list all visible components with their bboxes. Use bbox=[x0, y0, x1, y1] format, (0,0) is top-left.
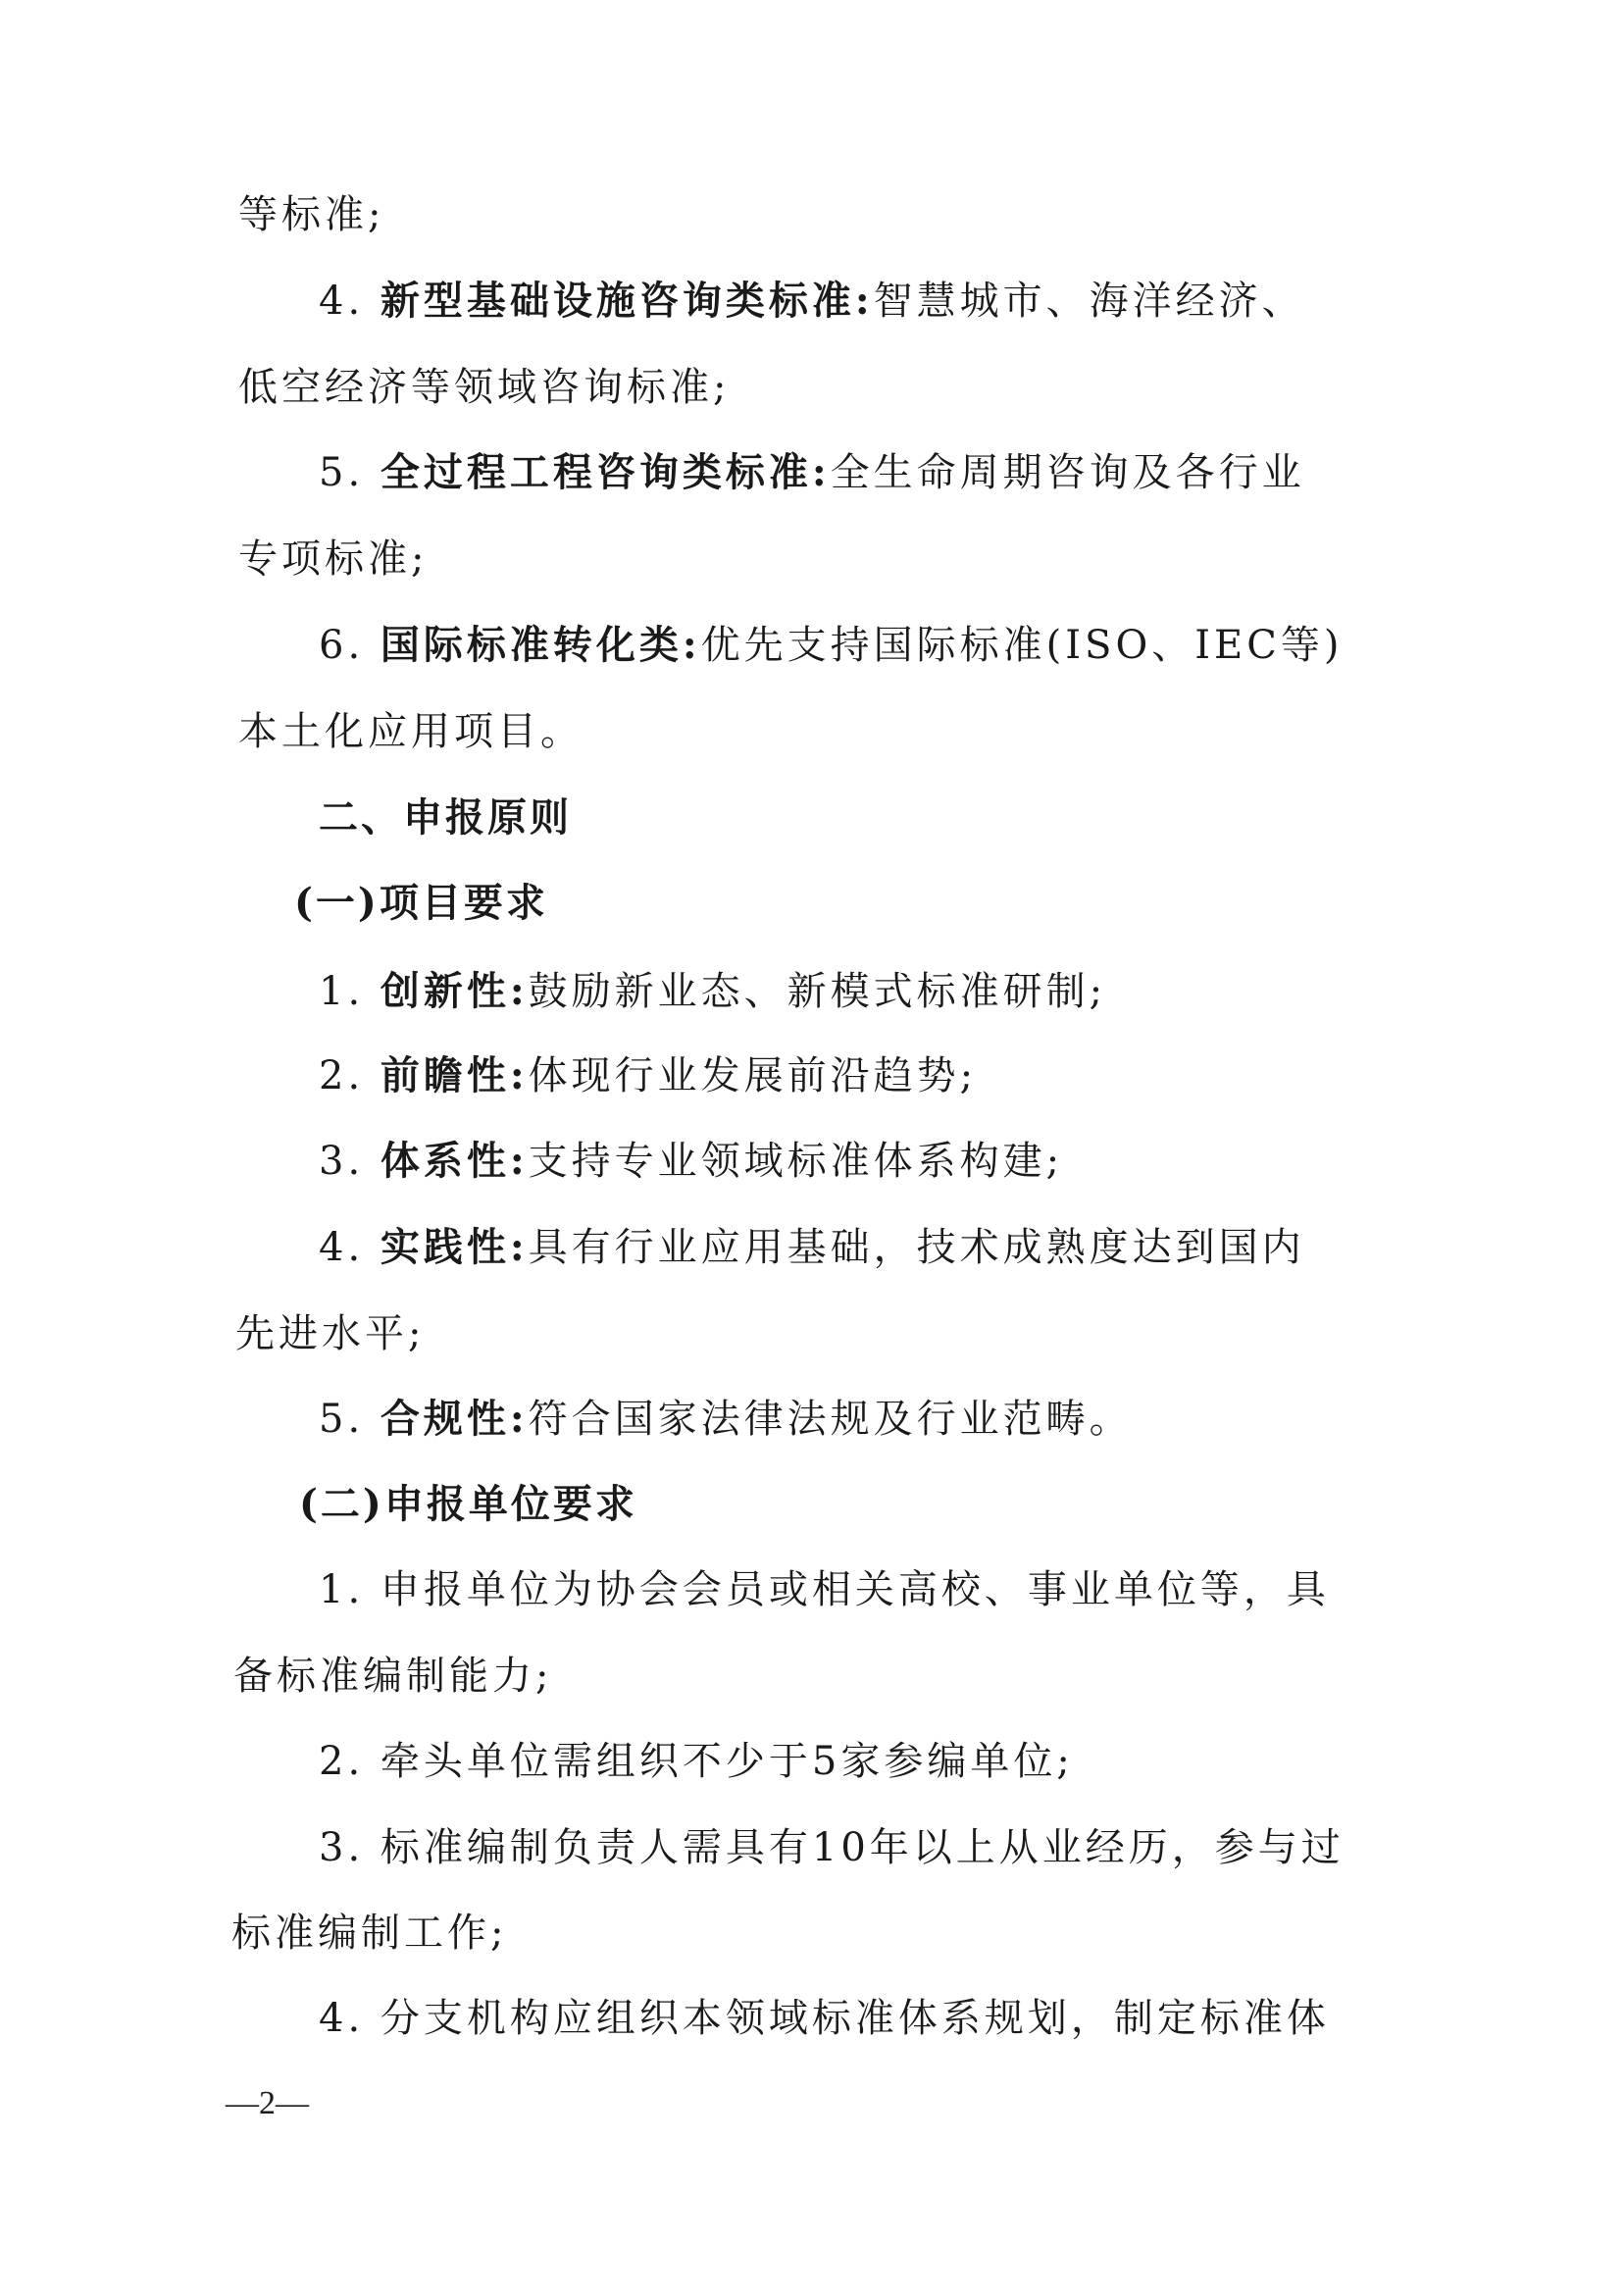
page-number: —2— bbox=[226, 2085, 309, 2121]
list-item: 1. 申报单位为协会会员或相关高校、事业单位等，具 bbox=[319, 1567, 1330, 1612]
text-line: 专项标准; bbox=[238, 536, 429, 582]
list-item: 4. 实践性:具有行业应用基础，技术成熟度达到国内 bbox=[319, 1224, 1305, 1270]
list-item: 6. 国际标准转化类:优先支持国际标准(ISO、IEC等) bbox=[319, 622, 1344, 668]
text-line: 等标准; bbox=[238, 192, 385, 237]
text-line: 备标准编制能力; bbox=[233, 1654, 553, 1699]
list-item: 3. 标准编制负责人需具有10年以上从业经历，参与过 bbox=[319, 1825, 1345, 1870]
list-item: 5. 合规性:符合国家法律法规及行业范畴。 bbox=[319, 1396, 1133, 1442]
text-line: 低空经济等领域咨询标准; bbox=[238, 365, 731, 410]
section-heading: 二、申报原则 bbox=[319, 794, 572, 841]
list-item: 2. 牵头单位需组织不少于5家参编单位; bbox=[319, 1739, 1074, 1784]
list-item: 2. 前瞻性:体现行业发展前沿趋势; bbox=[319, 1052, 978, 1098]
list-item: 4. 分支机构应组织本领域标准体系规划，制定标准体 bbox=[319, 1996, 1330, 2041]
list-item: 5. 全过程工程咨询类标准:全生命周期咨询及各行业 bbox=[319, 449, 1305, 495]
text-line: 标准编制工作; bbox=[231, 1911, 508, 1956]
list-item: 4. 新型基础设施咨询类标准:智慧城市、海洋经济、 bbox=[319, 278, 1305, 324]
list-item: 1. 创新性:鼓励新业态、新模式标准研制; bbox=[319, 968, 1107, 1014]
list-item: 3. 体系性:支持专业领域标准体系构建; bbox=[319, 1138, 1064, 1184]
text-line: 先进水平; bbox=[235, 1311, 426, 1356]
text-line: 本土化应用项目。 bbox=[238, 709, 584, 754]
subsection-heading: (一)项目要求 bbox=[294, 880, 548, 926]
subsection-heading: (二)申报单位要求 bbox=[299, 1481, 637, 1527]
